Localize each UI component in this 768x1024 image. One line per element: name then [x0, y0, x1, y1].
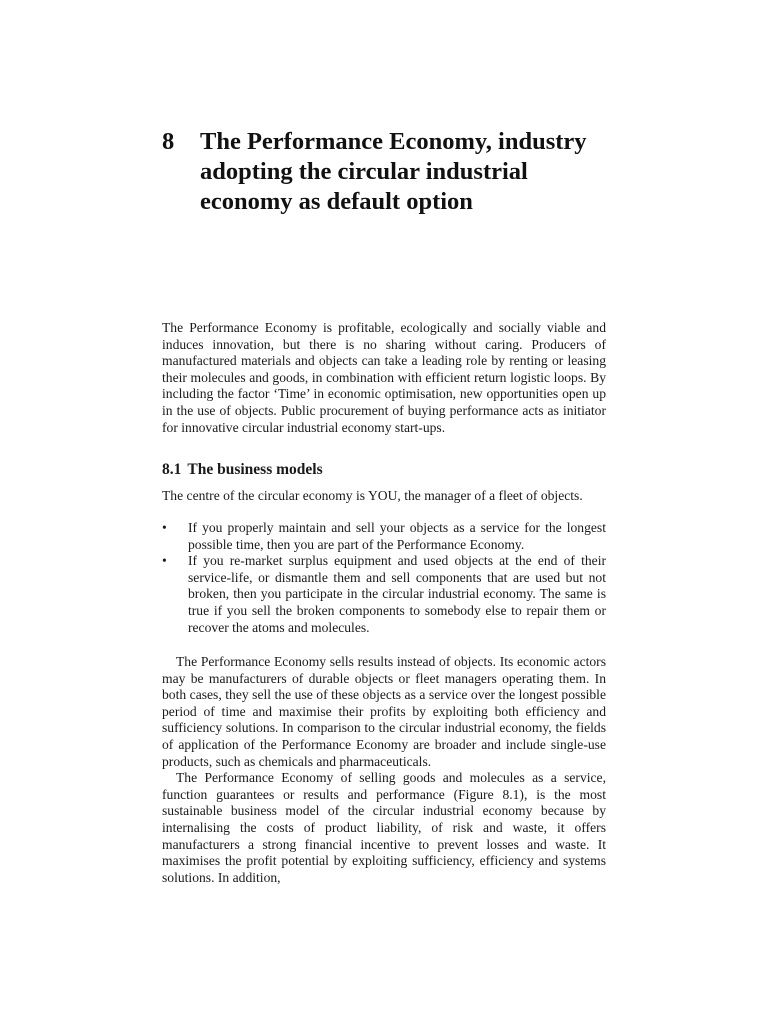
body-paragraphs [162, 654, 606, 886]
body-paragraph: The Performance Economy sells results instead of objects. Its economic actors may be manufacturers of durable objects or fleet managers operating them. In both cases, they sell the use of these objects as a service over the longest possible period of time and maximise their profits by exploiting both efficiency and sufficiency solutions. In comparison to the circular industrial economy, the fields of application of the Performance Economy are broader and include single-use products, such as chemicals and pharmaceuticals. [162, 654, 606, 769]
chapter-number: 8 [162, 128, 175, 155]
section-lead: The centre of the circular economy is YOU, the manager of a fleet of objects. [162, 488, 583, 503]
bullet-text: If you properly maintain and sell your objects as a service for the longest possible time, then you are part of the Performance Economy. [188, 520, 606, 552]
chapter-heading [162, 127, 606, 217]
chapter-abstract: The Performance Economy is profitable, ecologically and socially viable and induces innovation, but there is no sharing without caring. Producers of manufactured materials and objects can take a leading role by renting or leasing their molecules and goods, in combination with efficient return logistic loops. By including the factor ‘Time’ in economic optimisation, new opportunities open up in the use of objects. Public procurement of buying performance acts as initiator for innovative circular industrial economy start-ups. [162, 320, 606, 435]
bullet-icon: • [162, 520, 167, 535]
body-paragraph: The Performance Economy of selling goods and molecules as a service, function guarantees or results and performance (Figure 8.1), is the most sustainable business model of the circular industrial economy because by internalising the costs of product liability, of risk and waste, it offers manufacturers a strong financial incentive to prevent losses and waste. It maximises the profit potential by exploiting sufficiency, efficiency and systems solutions. In addition, [162, 770, 606, 885]
section-number: 8.1 [162, 461, 182, 478]
bullet-text: If you re-market surplus equipment and used objects at the end of their service-life, or dismantle them and sell components that are used but not broken, then you participate in the circular industrial economy. The same is true if you sell the broken components to somebody else to repair them or recover the atoms and molecules. [188, 553, 606, 635]
bullet-item [162, 553, 606, 636]
section-heading [162, 460, 323, 480]
section-title: The business models [187, 461, 323, 478]
bullet-item [162, 520, 606, 553]
bullet-icon: • [162, 553, 167, 569]
bullet-list [162, 520, 606, 636]
chapter-title: The Performance Economy, industry adopting the circular industrial economy as default option [200, 128, 587, 215]
